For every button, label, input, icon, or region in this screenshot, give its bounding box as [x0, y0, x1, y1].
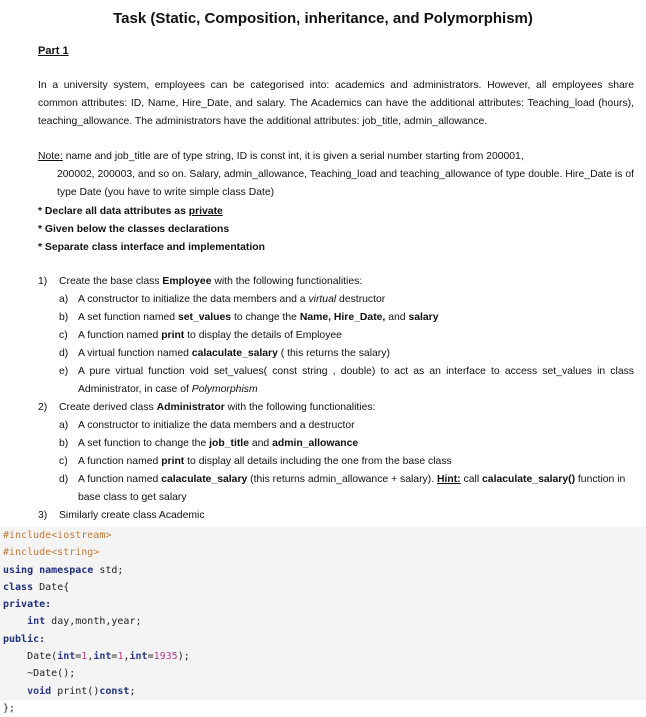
- task-list: [38, 273, 634, 525]
- sub-item: [38, 417, 634, 435]
- list-number: 2): [38, 402, 48, 413]
- code-text: =: [111, 651, 118, 663]
- code-number: 1: [117, 651, 124, 663]
- note-text-2: 200002, 200003, and so on. Salary, admin_allowance, Teaching_load and teaching_allowance of type double. Hire_Date is of type Date (you have to write simple class Date): [57, 169, 634, 198]
- sub-item: [38, 291, 634, 309]
- list-number: 3): [38, 510, 48, 521]
- sub-bold: Name, Hire_Date,: [299, 312, 386, 323]
- item-text: with the following functionalities:: [224, 402, 376, 413]
- code-type: int: [57, 651, 76, 663]
- sub-letter: d): [59, 474, 69, 485]
- code-line: public:: [3, 633, 46, 645]
- code-keyword: class: [3, 581, 34, 593]
- note-paragraph: [38, 148, 634, 202]
- code-text: Date{: [33, 581, 70, 593]
- sub-text: A constructor to initialize the data members and a: [78, 294, 309, 305]
- code-type: int: [93, 651, 112, 663]
- sub-letter: d): [59, 348, 69, 359]
- sub-bold: print: [161, 330, 185, 341]
- sub-text: and: [248, 438, 273, 449]
- sub-item: [38, 345, 634, 363]
- sub-text: and: [385, 312, 409, 323]
- note-text-1: name and job_title are of type string, ID is const int, it is given a serial number starting from 200001,: [62, 151, 524, 162]
- code-line: };: [3, 702, 16, 714]
- item-text: with the following functionalities:: [211, 276, 363, 287]
- item-text: Similarly create class Academic: [59, 510, 205, 521]
- sub-bold: job_title: [209, 438, 249, 449]
- sub-letter: b): [59, 438, 69, 449]
- sub-text: A function named: [78, 474, 162, 485]
- sub-text: to change the: [231, 312, 300, 323]
- sub-text: function in base class to get salary: [78, 474, 626, 503]
- sub-bold: calaculate_salary: [161, 474, 248, 485]
- hint-label: Hint:: [436, 474, 461, 485]
- sub-item: [38, 435, 634, 453]
- code-line: [0, 648, 646, 665]
- sub-text: A set function named: [78, 312, 178, 323]
- code-text: ;: [129, 685, 136, 697]
- code-text: Date(: [3, 651, 58, 663]
- code-keyword: const: [99, 685, 130, 697]
- sub-text: to display all details including the one from the base class: [184, 456, 452, 467]
- sub-text: A pure virtual function void set_values( const string , double) to act as an interface to access set_values in class Administrator, in case of: [78, 366, 634, 395]
- part-heading: Part 1: [38, 45, 69, 57]
- sub-text: A set function to change the: [78, 438, 210, 449]
- bullet-item: * Separate class interface and implementation: [38, 242, 265, 253]
- bullet-emphasis: private: [188, 206, 223, 217]
- code-block: [0, 527, 646, 714]
- note-label: Note:: [38, 151, 63, 162]
- sub-letter: c): [59, 330, 68, 341]
- sub-item: [38, 363, 634, 399]
- code-line: private:: [3, 599, 52, 611]
- code-line: ~Date();: [3, 668, 76, 680]
- sub-text: (this returns admin_allowance + salary).: [247, 474, 437, 485]
- code-type: int: [129, 651, 148, 663]
- bullet-item: [38, 203, 634, 221]
- code-line: [0, 562, 646, 579]
- sub-italic: virtual: [308, 294, 337, 305]
- code-number: 1935: [153, 651, 178, 663]
- sub-bold: admin_allowance: [272, 438, 359, 449]
- list-item-2: [38, 399, 634, 417]
- code-text: );: [177, 651, 190, 663]
- code-keyword: using namespace: [3, 564, 94, 576]
- sub-item: [38, 309, 634, 327]
- sub-letter: c): [59, 456, 68, 467]
- sub-item: [38, 471, 634, 507]
- code-line: #include<iostream>: [3, 530, 112, 541]
- code-text: ,: [87, 651, 94, 663]
- code-number: 1: [81, 651, 88, 663]
- item-bold: Administrator: [156, 402, 225, 413]
- sub-bold: calaculate_salary(): [482, 474, 576, 485]
- code-type: void: [3, 685, 52, 697]
- sub-text: destructor: [336, 294, 386, 305]
- code-text: std;: [93, 564, 124, 576]
- code-line: [0, 613, 646, 630]
- item-text: Create the base class: [59, 276, 163, 287]
- item-bold: Employee: [162, 276, 212, 287]
- sub-letter: e): [59, 366, 69, 377]
- sub-bold: set_values: [177, 312, 232, 323]
- sub-text: to display the details of Employee: [184, 330, 342, 341]
- intro-paragraph: In a university system, employees can be categorised into: academics and administrators. However, all employees share common attributes: ID, Name, Hire_Date, and salary. The Academics can have the additional attributes: Teaching_load (hours), teaching_allowance. The administrators have the additional attributes: job_title, admin_allowance.: [38, 80, 634, 127]
- sub-text: A constructor to initialize the data members and a destructor: [78, 420, 355, 431]
- page-title: Task (Static, Composition, inheritance, and Polymorphism): [113, 10, 533, 27]
- sub-text: A function named: [78, 330, 162, 341]
- bullet-list: [38, 203, 634, 257]
- sub-letter: a): [59, 420, 69, 431]
- code-text: print(): [51, 685, 100, 697]
- sub-italic: Polymorphism: [191, 384, 258, 395]
- code-text: day,month,year;: [45, 616, 142, 628]
- sub-bold: calaculate_salary: [191, 348, 278, 359]
- sub-text: call: [460, 474, 483, 485]
- item-text: Create derived class: [59, 402, 157, 413]
- sub-bold: print: [161, 456, 185, 467]
- code-line: [0, 579, 646, 596]
- bullet-text: * Declare all data attributes as: [38, 206, 189, 217]
- code-line: #include<string>: [3, 547, 100, 559]
- list-item-1: [38, 273, 634, 291]
- code-text: =: [147, 651, 154, 663]
- sub-text: A function named: [78, 456, 162, 467]
- bullet-item: * Given below the classes declarations: [38, 224, 230, 235]
- sub-item: [38, 327, 634, 345]
- code-text: =: [75, 651, 82, 663]
- list-item-3: [38, 507, 634, 525]
- sub-letter: b): [59, 312, 69, 323]
- list-number: 1): [38, 276, 48, 287]
- code-type: int: [3, 616, 46, 628]
- sub-item: [38, 453, 634, 471]
- code-line: [0, 683, 646, 700]
- code-text: ,: [123, 651, 130, 663]
- sub-text: A virtual function named: [78, 348, 192, 359]
- sub-bold: salary: [408, 312, 439, 323]
- sub-letter: a): [59, 294, 69, 305]
- sub-text: ( this returns the salary): [277, 348, 390, 359]
